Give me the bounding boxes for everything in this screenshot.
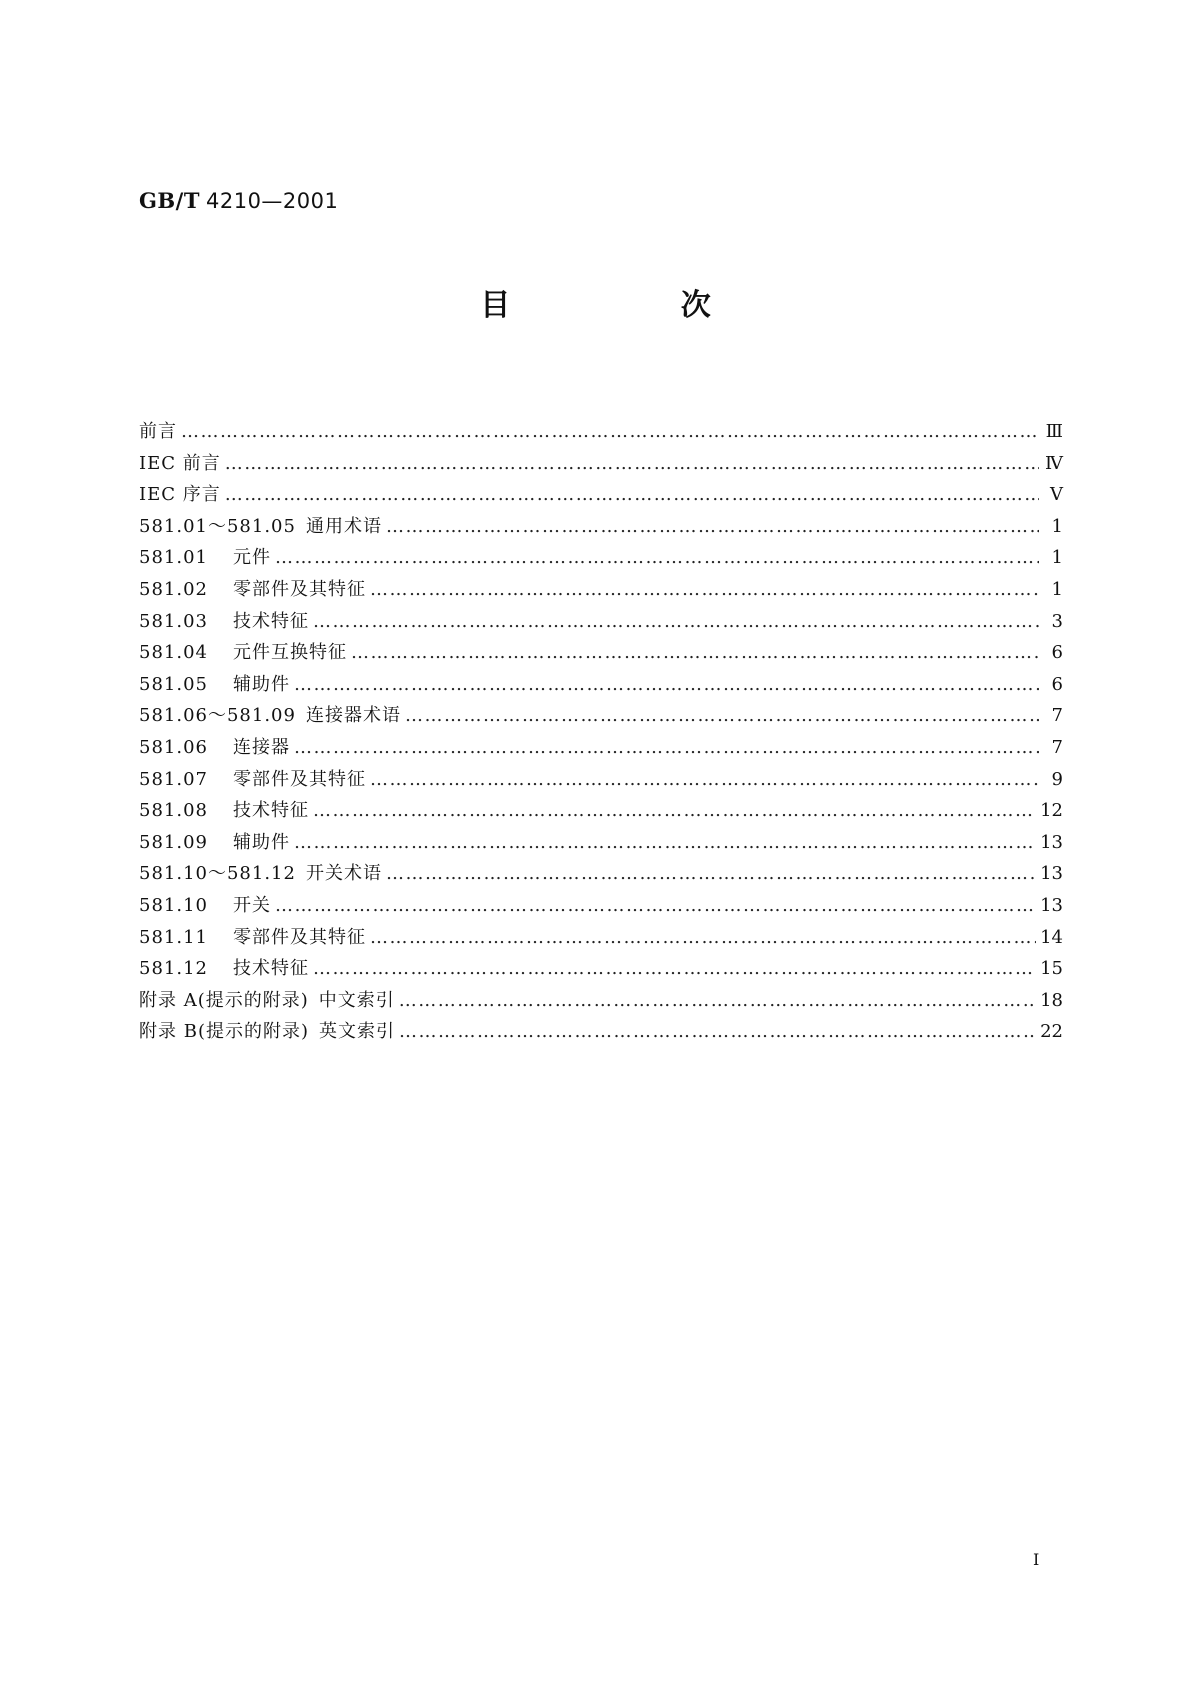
toc-entry-label	[139, 922, 366, 954]
toc-entry-label	[139, 858, 382, 890]
toc-clause-number: 581.07	[139, 768, 208, 790]
toc-entry[interactable]	[139, 542, 1063, 574]
toc-entry-label	[139, 764, 366, 796]
toc-clause-number: 581.06～581.09	[139, 705, 296, 727]
toc-entry-label	[139, 985, 395, 1017]
toc-page-number: 6	[1051, 673, 1063, 695]
toc-entry-title: 零部件及其特征	[233, 926, 366, 948]
toc-page-number: 3	[1051, 610, 1063, 632]
toc-entry-title: 元件互换特征	[233, 642, 347, 664]
toc-page-number: 1	[1051, 515, 1063, 537]
toc-entry-label	[139, 637, 347, 669]
toc-entry-title: IEC 序言	[139, 484, 221, 506]
toc-entry-label	[139, 827, 290, 859]
toc-dot-leader	[313, 795, 1036, 827]
toc-entry-title: 技术特征	[233, 958, 309, 980]
toc-entry-title: 通用术语	[305, 515, 382, 537]
toc-dot-leader	[181, 416, 1039, 448]
toc-entry[interactable]	[139, 953, 1063, 985]
toc-dot-leader	[351, 637, 1039, 669]
toc-page-number: 12	[1040, 800, 1063, 822]
toc-entry[interactable]	[139, 764, 1063, 796]
toc-dot-leader	[386, 858, 1036, 890]
toc-dot-leader	[294, 669, 1039, 701]
toc-dot-leader	[275, 542, 1039, 574]
toc-entry-label	[139, 416, 177, 448]
toc-page-number: 15	[1040, 958, 1063, 980]
toc-page-number: 13	[1040, 894, 1063, 916]
toc-entry-label	[139, 953, 309, 985]
toc-clause-number: 581.11	[139, 926, 208, 948]
toc-dot-leader	[275, 890, 1036, 922]
toc-entry-title: 零部件及其特征	[233, 578, 366, 600]
toc-entry[interactable]	[139, 890, 1063, 922]
toc-entry[interactable]	[139, 606, 1063, 638]
page-title: 目 次	[480, 288, 791, 323]
toc-page-number: 22	[1040, 1021, 1063, 1043]
toc-clause-number: 附录 A(提示的附录)	[139, 989, 309, 1011]
standard-code	[139, 188, 338, 213]
toc-page-number: 18	[1040, 989, 1063, 1011]
standard-number: 4210—2001	[205, 189, 339, 213]
toc-page-number: 13	[1040, 863, 1063, 885]
table-of-contents	[139, 416, 1063, 1048]
toc-entry-label	[139, 448, 221, 480]
toc-page-number: 1	[1051, 578, 1063, 600]
toc-dot-leader	[370, 764, 1039, 796]
toc-clause-number: 581.10	[139, 894, 208, 916]
toc-dot-leader	[370, 922, 1036, 954]
toc-entry-label	[139, 542, 271, 574]
toc-entry[interactable]	[139, 795, 1063, 827]
toc-entry-label	[139, 479, 221, 511]
toc-entry-title: 辅助件	[233, 831, 290, 853]
toc-entry-title: 中文索引	[318, 989, 395, 1011]
toc-entry[interactable]	[139, 669, 1063, 701]
toc-entry-title: 零部件及其特征	[233, 768, 366, 790]
toc-entry-title: 技术特征	[233, 800, 309, 822]
toc-page-number: 7	[1051, 736, 1063, 758]
toc-clause-number: 581.03	[139, 610, 208, 632]
toc-entry-title: 辅助件	[233, 673, 290, 695]
toc-clause-number: 581.12	[139, 958, 208, 980]
toc-entry-label	[139, 732, 290, 764]
toc-page-number: Ⅴ	[1050, 484, 1063, 506]
toc-clause-number: 581.09	[139, 831, 208, 853]
toc-entry-title: 连接器	[233, 736, 290, 758]
toc-dot-leader	[294, 732, 1039, 764]
standard-prefix: GB/T	[139, 188, 200, 213]
toc-entry-title: 开关术语	[305, 863, 382, 885]
toc-clause-number: 581.01	[139, 547, 208, 569]
toc-entry[interactable]	[139, 858, 1063, 890]
toc-page-number: 13	[1040, 831, 1063, 853]
toc-page-number: Ⅳ	[1045, 452, 1063, 474]
toc-entry[interactable]	[139, 448, 1063, 480]
toc-entry-label	[139, 606, 309, 638]
toc-entry-title: 英文索引	[319, 1021, 395, 1043]
toc-entry[interactable]	[139, 700, 1063, 732]
toc-dot-leader	[370, 574, 1039, 606]
toc-page-number: 9	[1051, 768, 1063, 790]
toc-dot-leader	[399, 1016, 1036, 1048]
toc-entry-label	[139, 795, 309, 827]
toc-clause-number: 581.10～581.12	[139, 863, 296, 885]
toc-dot-leader	[294, 827, 1036, 859]
toc-clause-number: 附录 B(提示的附录)	[139, 1021, 309, 1043]
toc-clause-number: 581.02	[139, 578, 208, 600]
toc-dot-leader	[225, 448, 1039, 480]
toc-entry[interactable]	[139, 985, 1063, 1017]
toc-entry-label	[139, 511, 382, 543]
toc-dot-leader	[225, 479, 1039, 511]
toc-dot-leader	[313, 606, 1039, 638]
toc-entry[interactable]	[139, 732, 1063, 764]
toc-entry-title: 前言	[139, 421, 177, 442]
toc-clause-number: 581.08	[139, 800, 208, 822]
toc-entry-title: 开关	[233, 894, 271, 916]
toc-entry-label	[139, 700, 401, 732]
toc-entry[interactable]	[139, 511, 1063, 543]
toc-entry[interactable]	[139, 574, 1063, 606]
toc-page-number: Ⅲ	[1045, 421, 1063, 442]
toc-entry[interactable]	[139, 416, 1063, 448]
toc-entry-title: 连接器术语	[305, 705, 401, 727]
toc-entry[interactable]	[139, 479, 1063, 511]
toc-dot-leader	[313, 953, 1036, 985]
toc-entry[interactable]	[139, 1016, 1063, 1048]
toc-clause-number: 581.05	[139, 673, 208, 695]
toc-entry[interactable]	[139, 827, 1063, 859]
toc-entry-label	[139, 574, 366, 606]
page-number: I	[1033, 1550, 1040, 1569]
toc-entry-label	[139, 669, 290, 701]
toc-page-number: 7	[1051, 705, 1063, 727]
toc-entry[interactable]	[139, 637, 1063, 669]
toc-entry-label	[139, 1016, 395, 1048]
toc-entry-title: 元件	[233, 547, 271, 569]
toc-entry[interactable]	[139, 922, 1063, 954]
toc-entry-label	[139, 890, 271, 922]
toc-entry-title: IEC 前言	[139, 452, 221, 474]
toc-clause-number: 581.06	[139, 736, 208, 758]
toc-dot-leader	[405, 700, 1039, 732]
toc-dot-leader	[386, 511, 1039, 543]
toc-page-number: 6	[1051, 642, 1063, 664]
toc-dot-leader	[399, 985, 1036, 1017]
toc-page-number: 1	[1051, 547, 1063, 569]
toc-page-number: 14	[1040, 926, 1063, 948]
toc-clause-number: 581.04	[139, 642, 208, 664]
toc-entry-title: 技术特征	[233, 610, 309, 632]
toc-clause-number: 581.01～581.05	[139, 515, 296, 537]
